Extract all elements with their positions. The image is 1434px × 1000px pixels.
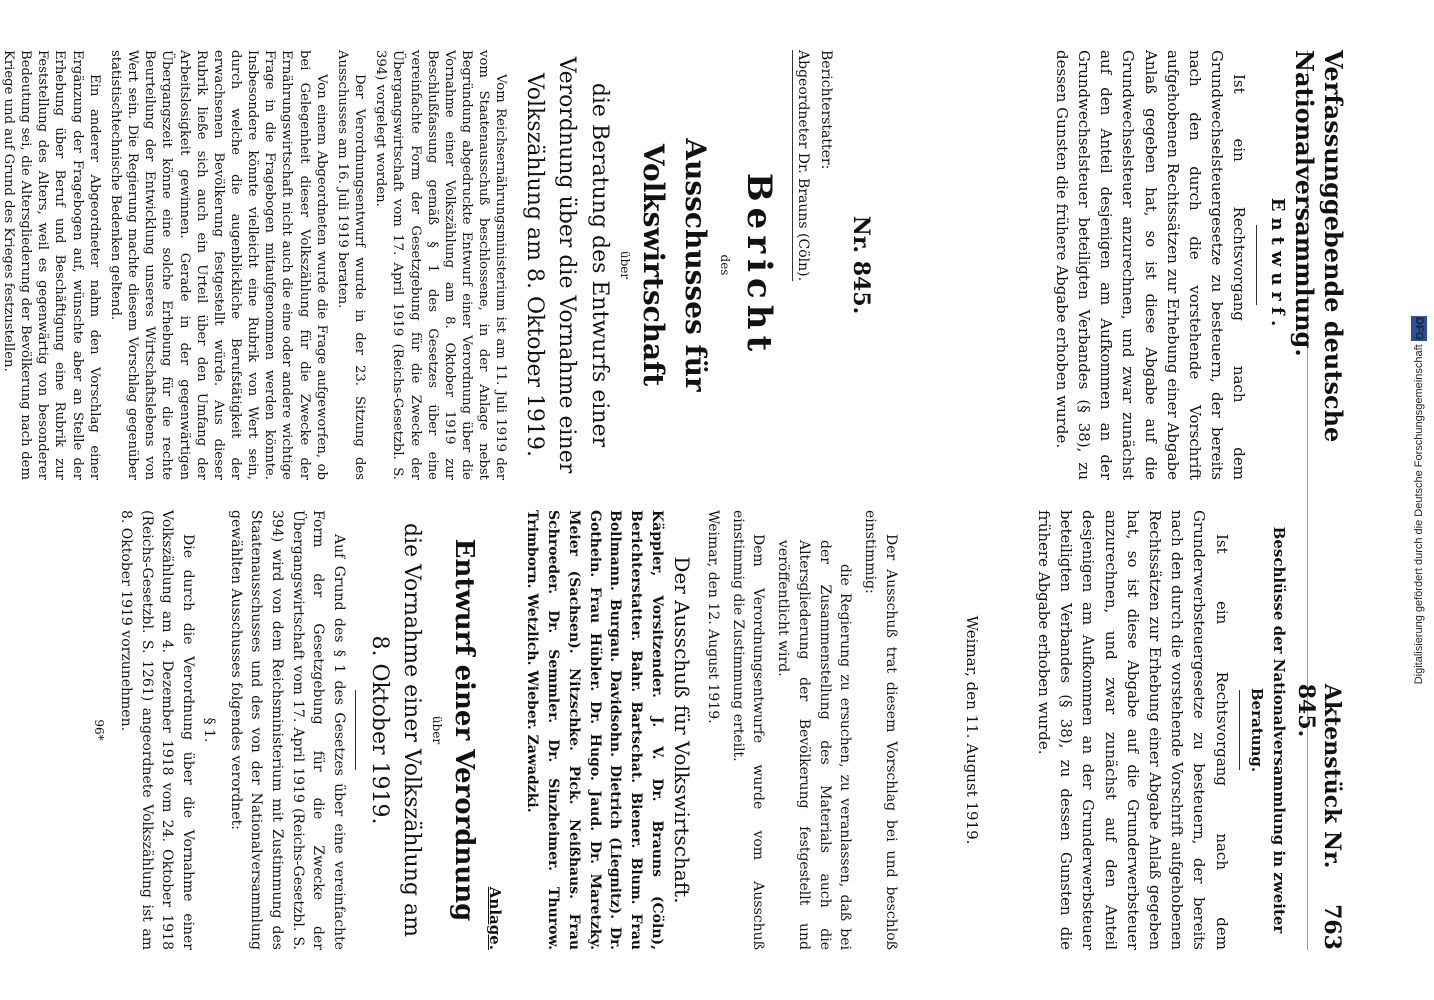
body-paragraph-4: Ein anderer Abgeordneter nahm den Vorschlag einer Ergänzung der Fragebogen auf, wünschte aber an Stelle der Erhebung über Beruf und Beschäftigung eine Rubrik zur Feststellung des Alters, weil es gegenwärtig von besonderer Bedeutung sei, die Altersgliederung der Bevölkerung nach dem Kriege und auf Grund des Krieges festzustellen. xyxy=(1,50,102,480)
weimar-date-11: Weimar, den 11. August 1919. xyxy=(962,615,981,845)
divider xyxy=(355,690,356,770)
body-paragraph-2: Der Verordnungsentwurf wurde in der 23. Sitzung des Ausschusses am 16. Juli 1919 beraten. xyxy=(334,50,368,480)
beschluesse-heading: Beschlüsse der Nationalversammlung in zweiter Beratung. xyxy=(1247,526,1288,934)
beratung-title: die Beratung des Entwurfs einer Verordnung über die Vornahme einer Volkszählung am 8. Oktober 1919. xyxy=(521,56,613,474)
bericht-title: Bericht xyxy=(738,172,779,358)
body-paragraph-1: Vom Reichsernährungsministerium ist am 11. Juli 1919 der vom Staatenausschuß beschlossene, in der Anlage nebst Begründung abgedruckte Entwurf einer Verordnung über die Vornahme einer Volkszählung am 8. Oktober 1919 zur Beschlußfassung gemäß § 1 des Gesetzes über eine vereinfachte Form der Gesetzgebung für die Zwecke der Übergangswirtschaft vom 17. April 1919 (Reichs-Gesetzbl. S. 394) vorgelegt worden. xyxy=(373,50,509,480)
des-label: des xyxy=(718,254,733,276)
sheet-mark: 96* xyxy=(92,719,107,741)
paragraph-1-text: Die durch die Verordnung über die Vornahme einer Volkszählung am 4. Dezember 1918 vom 24. Oktober 1918 (Reichs-Gesetzbl. S. 1261) angeordnete Volkszählung ist am 8. Oktober 1919 vorzunehmen. xyxy=(117,510,197,950)
volkszaehlung-title: die Vornahme einer Volkszählung am 8. Oktober 1919. xyxy=(366,523,425,937)
ueber-label-2: über xyxy=(430,715,444,745)
header-aktenstueck: Aktenstück Nr. 845. xyxy=(1293,683,1345,869)
ausschuss-title: Ausschusses für Volkswirtschaft xyxy=(637,138,712,392)
divider xyxy=(1256,225,1257,305)
digitization-note xyxy=(1404,0,1434,1000)
ueber-label: über xyxy=(617,250,632,280)
page-number: 763 xyxy=(1319,904,1345,950)
spacer xyxy=(901,510,961,950)
berichterstatter-name: Abgeordneter Dr. Brauns (Cöln). xyxy=(792,50,814,281)
auf-grund-text: Auf Grund des § 1 des Gesetzes über eine vereinfachte Form der Gesetzgebung für die Zwecke der Übergangswirtschaft vom 17. April 1919 (Reichs-Gesetzbl. S. 394) wird von dem Reichsministerium mit Zustimmung des Staatenausschusses und des von der Nationalversammlung gewählten Ausschusses folgendes verordnet: xyxy=(227,510,348,950)
ausschuss-trat: Der Ausschuß trat diesem Vorschlag bei und beschloß einstimmig: xyxy=(862,510,899,950)
ausschuss-signature: Der Ausschuß für Volkswirtschaft. xyxy=(670,556,695,904)
zustimmung-text: Dem Verordnungsentwurfe wurde vom Ausschuß einstimmig die Zustimmung erteilt. xyxy=(729,510,767,950)
left-column xyxy=(0,50,1290,480)
paragraph-1-label: § 1. xyxy=(200,717,217,743)
ersuchen-text: die Regierung zu ersuchen, zu veranlassen, daß bei der Zusammenstellung des Materials auch die Altersgliederung der Bevölkerung festgestellt und veröffentlicht wird. xyxy=(775,540,854,950)
anlage-label: Anlage. xyxy=(485,886,504,950)
entwurf-paragraph: Ist ein Rechtsvorgang nach dem Grundwechselsteuergesetze zu besteuern, der bereits nach den durch die vorstehende Vorschrift aufgehobenen Rechtssätzen zur Erhebung einer Abgabe Anlaß gegeben hat, so ist diese Abgabe auf die Grundwechselsteuer anzurechnen, und zwar zunächst auf den Anteil desjenigen am Aufkommen an der Grundwechselsteuer beteiligten Verbandes (§ 38), zu dessen Gunsten die frühere Abgabe erhoben wurde. xyxy=(1052,50,1249,480)
spacer xyxy=(877,50,1047,480)
right-column xyxy=(90,510,1291,950)
weimar-date-12: Weimar, den 12. August 1919. xyxy=(705,510,721,724)
entwurf-verordnung-title: Entwurf einer Verordnung xyxy=(449,538,480,922)
entwurf-heading: Entwurf. xyxy=(1267,197,1288,333)
berichterstatter-label: Berichterstatter: xyxy=(818,50,835,170)
body-paragraph-3: Von einem Abgeordneten wurde die Frage aufgeworfen, ob bei Gelegenheit dieser Volkszählung für die Zwecke der Ernährungswirtschaft nicht auch die eine oder andere wichtige Frage in die Fragebogen mitaufgenommen werden könnte. Insbesondere könnte vielleicht eine Rubrik von Wert sein, durch welche die augenblickliche Berufstätigkeit der erwachsenen Bevölkerung festgestellt würde. Aus dieser Rubrik ließe sich auch ein Urteil über den Umfang der Arbeitslosigkeit gewinnen. Gerade in der gegenwärtigen Übergangszeit könne eine solche Erhebung für die rechte Beurteilung der Entwicklung unseres Wirtschaftslebens von Wert sein. Die Regierung machte diesem Vorschlag gegenüber statistischtechnische Bedenken geltend. xyxy=(107,50,329,480)
members-list: Käppler, Vorsitzender. J. V. Dr. Brauns (Cöln), Berichterstatter. Bahr. Bartschat. Biener. Blum. Frau Bollmann. Burgau. Davidsohn. Dietrich (Liegnitz). Dr. Gothein. Frau Hübler. Dr. Hugo. Jaud. Dr. Maretzky. Meier (Sachsen). Nitzschke. Pick. Neißhaus. Frau Schroeder. Dr. Semmler. Dr. Sinzheimer. Thurow. Trimborn. Wetzlich. Wieber. Zawadzki. xyxy=(524,510,665,950)
page-header xyxy=(1290,50,1348,950)
beschluesse-paragraph: Ist ein Rechtsvorgang nach dem Grunderwerbsteuergesetze zu besteuern, der bereits nach den durch die vorstehende Vorschrift aufgehobenen Rechtssätzen zur Erhebung einer Abgabe Anlaß gegeben hat, so ist diese Abgabe auf die Grunderwerbsteuer anzurechnen, und zwar zunächst auf den Anteil desjenigen am Aufkommen an der Grunderwerbsteuer beteiligten Verbandes (§ 38), zu dessen Gunsten die frühere Abgabe erhoben wurde. xyxy=(1035,510,1231,950)
digitization-text: Digitalisierung gefördert durch die Deutsche Forschungsgemeinschaft xyxy=(1413,344,1425,685)
dfg-logo-icon: DFG xyxy=(1413,316,1425,341)
divider xyxy=(1239,690,1240,770)
header-title: Verfassunggebende deutsche Nationalversammlung. xyxy=(1290,50,1348,443)
bericht-number: Nr. 845. xyxy=(847,215,874,315)
